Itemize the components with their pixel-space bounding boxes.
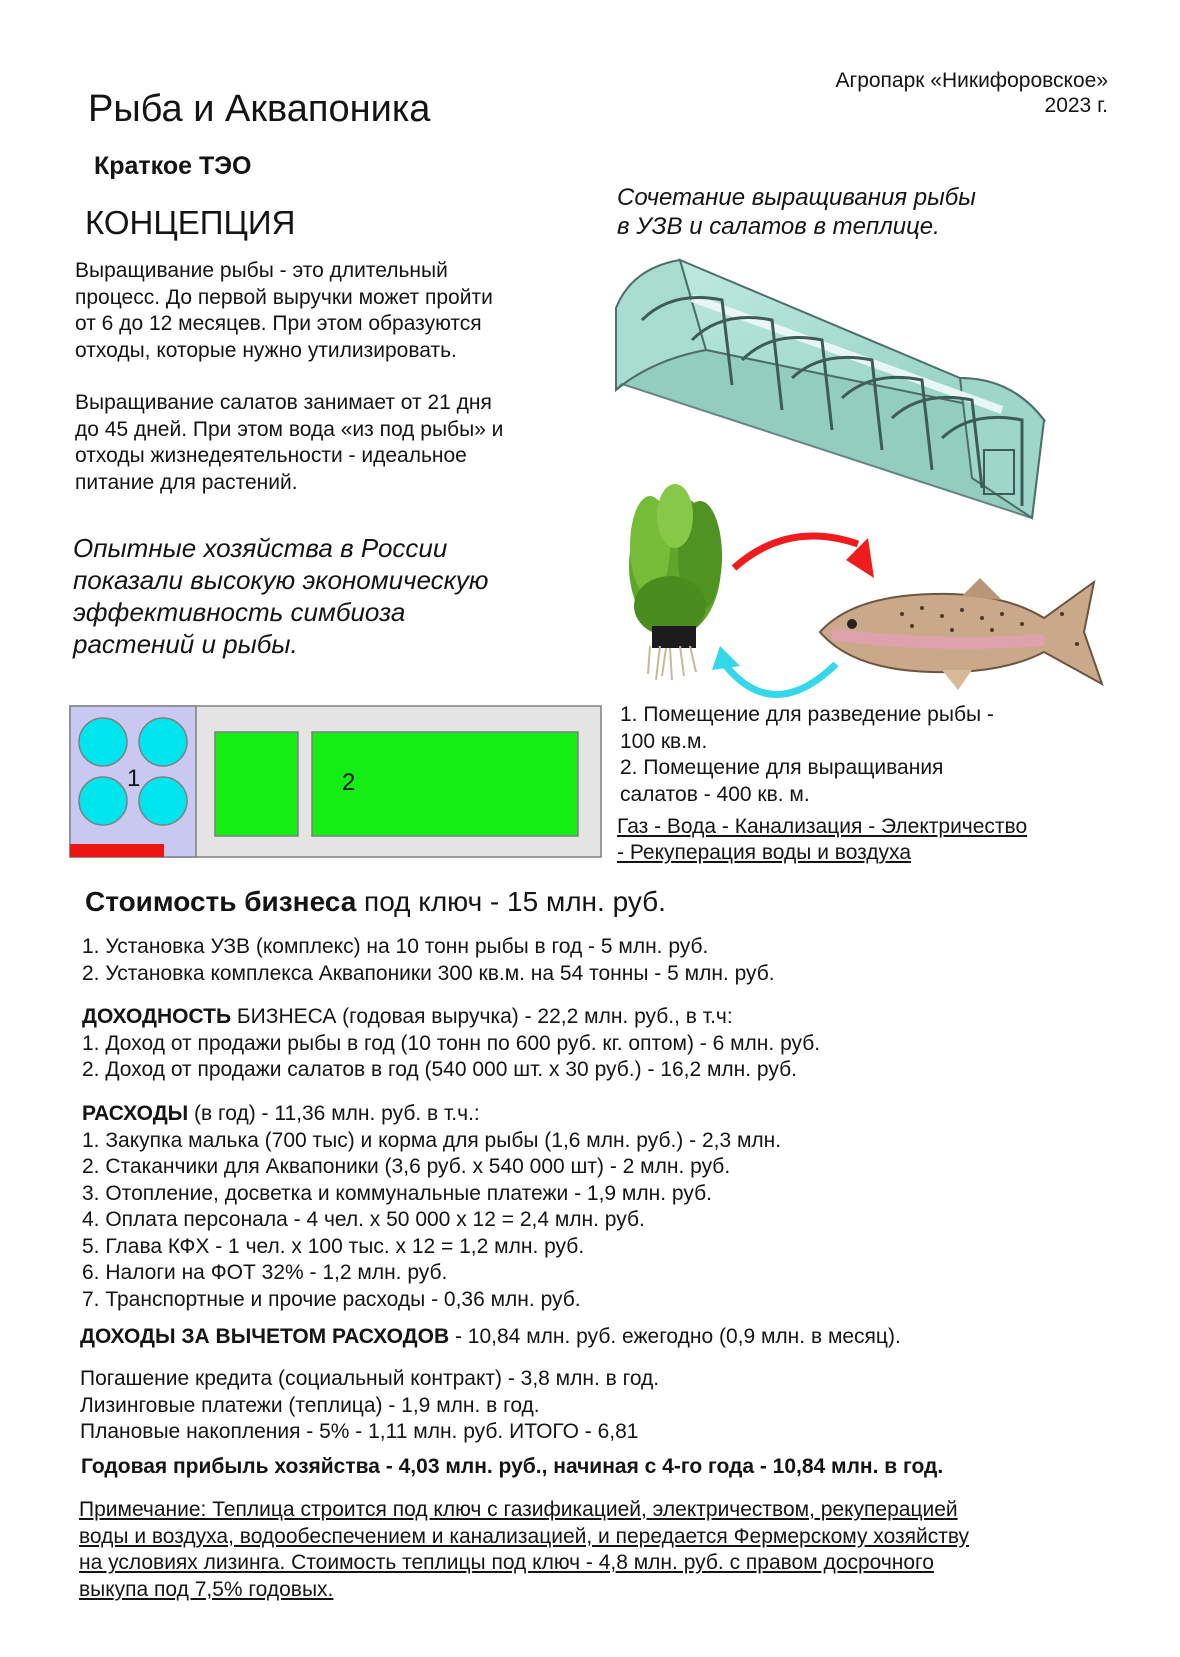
list-item: 4. Оплата персонала - 4 чел. х 50 000 х 12 = 2,4 млн. руб. xyxy=(82,1208,645,1231)
document-year: 2023 г. xyxy=(1044,94,1108,117)
list-item: 5. Глава КФХ - 1 чел. х 100 тыс. х 12 = 1,2 млн. руб. xyxy=(82,1234,585,1258)
net-income-line xyxy=(80,1324,1140,1351)
text-line: 1. Помещение для разведение рыбы - xyxy=(620,703,994,726)
trout-fish-icon xyxy=(812,574,1108,692)
organization-name: Агропарк «Никифоровское» xyxy=(835,69,1108,92)
list-item: Погашение кредита (социальный контракт) - 3,8 млн. в год. xyxy=(80,1367,660,1390)
list-item: Плановые накопления - 5% - 1,11 млн. руб. ИТОГО - 6,81 xyxy=(80,1420,639,1443)
text-line: - Рекуперация воды и воздуха xyxy=(617,841,911,864)
text-line: отходы, которые нужно утилизировать. xyxy=(75,338,457,362)
fish-tank xyxy=(79,777,127,825)
text-line: растений и рыбы. xyxy=(73,629,298,659)
text-line: 100 кв.м. xyxy=(620,729,708,753)
text-line: до 45 дней. При этом вода «из под рыбы» и xyxy=(75,417,504,441)
text-line: Выращивание рыбы - это длительный xyxy=(75,259,448,282)
floorplan-diagram xyxy=(70,706,602,858)
section-title-concept: КОНЦЕПЦИЯ xyxy=(85,204,296,241)
payments-section xyxy=(80,1366,1140,1446)
page-title: Рыба и Аквапоника xyxy=(88,88,431,130)
list-item: 2. Установка комплекса Аквапоники 300 кв.м. на 54 тонны - 5 млн. руб. xyxy=(82,961,775,985)
list-item: Лизинговые платежи (теплица) - 1,9 млн. в год. xyxy=(80,1393,540,1417)
heading-bold: ДОХОДНОСТЬ xyxy=(82,1005,232,1028)
concept-emphasis xyxy=(73,532,593,660)
business-cost-heading xyxy=(85,886,666,918)
text-line: показали высокую экономическую xyxy=(73,565,489,595)
expenses-section xyxy=(82,1101,1142,1313)
list-item: 2. Стаканчики для Аквапоники (3,6 руб. х 540 000 шт) - 2 млн. руб. xyxy=(82,1155,731,1178)
text-line: Опытные хозяйства в России xyxy=(73,533,448,563)
income-section xyxy=(82,1004,1142,1084)
fish-tank xyxy=(79,718,127,766)
list-item: 1. Закупка малька (700 тыс) и корма для рыбы (1,6 млн. руб.) - 2,3 млн. xyxy=(82,1128,782,1152)
utilities-list xyxy=(617,814,1097,866)
heading-rest: - 10,84 млн. руб. ежегодно (0,9 млн. в месяц). xyxy=(449,1325,901,1348)
heading-bold: Стоимость бизнеса xyxy=(85,886,357,917)
illustration-caption xyxy=(617,183,1117,241)
heading-rest: БИЗНЕСА (годовая выручка) - 22,2 млн. руб., в т.ч: xyxy=(231,1005,733,1028)
text-line: Газ - Вода - Канализация - Электричество xyxy=(617,815,1028,838)
heading-rest: (в год) - 11,36 млн. руб. в т.ч.: xyxy=(188,1102,480,1125)
text-line: воды и воздуха, водообеспечением и канализацией, и передается Фермерскому хозяйству xyxy=(79,1524,970,1548)
room-1-label: 1 xyxy=(127,765,141,792)
text-line: выкупа под 7,5% годовых. xyxy=(79,1577,334,1601)
text-line: процесс. До первой выручки может пройти xyxy=(75,285,493,309)
concept-paragraph-salad xyxy=(75,390,595,496)
list-item: 1. Установка УЗВ (комплекс) на 10 тонн рыбы в год - 5 млн. руб. xyxy=(82,935,709,958)
text-line: Примечание: Теплица строится под ключ с газификацией, электричеством, рекуперацией xyxy=(79,1498,958,1521)
room-2-label: 2 xyxy=(342,769,356,796)
text-line: от 6 до 12 месяцев. При этом образуются xyxy=(75,312,482,335)
heading-rest: под ключ - 15 млн. руб. xyxy=(356,886,666,917)
text-line: 2. Помещение для выращивания xyxy=(620,756,944,779)
room-1-red-bar xyxy=(70,844,164,857)
arrow-to-plant-icon xyxy=(704,644,844,706)
text-line: салатов - 400 кв. м. xyxy=(620,782,810,806)
text-line: эффективность симбиоза xyxy=(73,597,406,627)
floorplan-room-2a xyxy=(215,732,298,836)
expenses-heading xyxy=(82,1101,1142,1128)
floorplan-legend xyxy=(620,702,1100,808)
heading-bold: РАСХОДЫ xyxy=(82,1102,189,1125)
annual-profit: Годовая прибыль хозяйства - 4,03 млн. руб., начиная с 4-го года - 10,84 млн. в год. xyxy=(81,1455,944,1478)
list-item: 7. Транспортные и прочие расходы - 0,36 млн. руб. xyxy=(82,1287,581,1311)
list-item: 2. Доход от продажи салатов в год (540 000 шт. х 30 руб.) - 16,2 млн. руб. xyxy=(82,1058,797,1081)
list-item: 6. Налоги на ФОТ 32% - 1,2 млн. руб. xyxy=(82,1261,448,1284)
text-line: Выращивание салатов занимает от 21 дня xyxy=(75,391,492,414)
fish-tank xyxy=(139,777,187,825)
text-line: питание для растений. xyxy=(75,470,298,494)
text-line: Сочетание выращивания рыбы xyxy=(617,184,976,211)
text-line: в УЗВ и салатов в теплице. xyxy=(617,213,940,240)
text-line: на условиях лизинга. Стоимость теплицы под ключ - 4,8 млн. руб. с правом досрочного xyxy=(79,1551,934,1574)
list-item: 1. Доход от продажи рыбы в год (10 тонн по 600 руб. кг. оптом) - 6 млн. руб. xyxy=(82,1031,821,1055)
concept-paragraph-fish xyxy=(75,258,595,364)
note-paragraph xyxy=(79,1497,1119,1603)
income-heading xyxy=(82,1004,1142,1031)
heading-bold: ДОХОДЫ ЗА ВЫЧЕТОМ РАСХОДОВ xyxy=(80,1325,450,1348)
page-subtitle: Краткое ТЭО xyxy=(94,152,252,180)
list-item: 3. Отопление, досветка и коммунальные платежи - 1,9 млн. руб. xyxy=(82,1181,712,1205)
organization-block xyxy=(688,68,1108,118)
text-line: отходы жизнедеятельности - идеальное xyxy=(75,444,467,467)
fish-tank xyxy=(139,718,187,766)
cost-items xyxy=(82,934,1142,987)
